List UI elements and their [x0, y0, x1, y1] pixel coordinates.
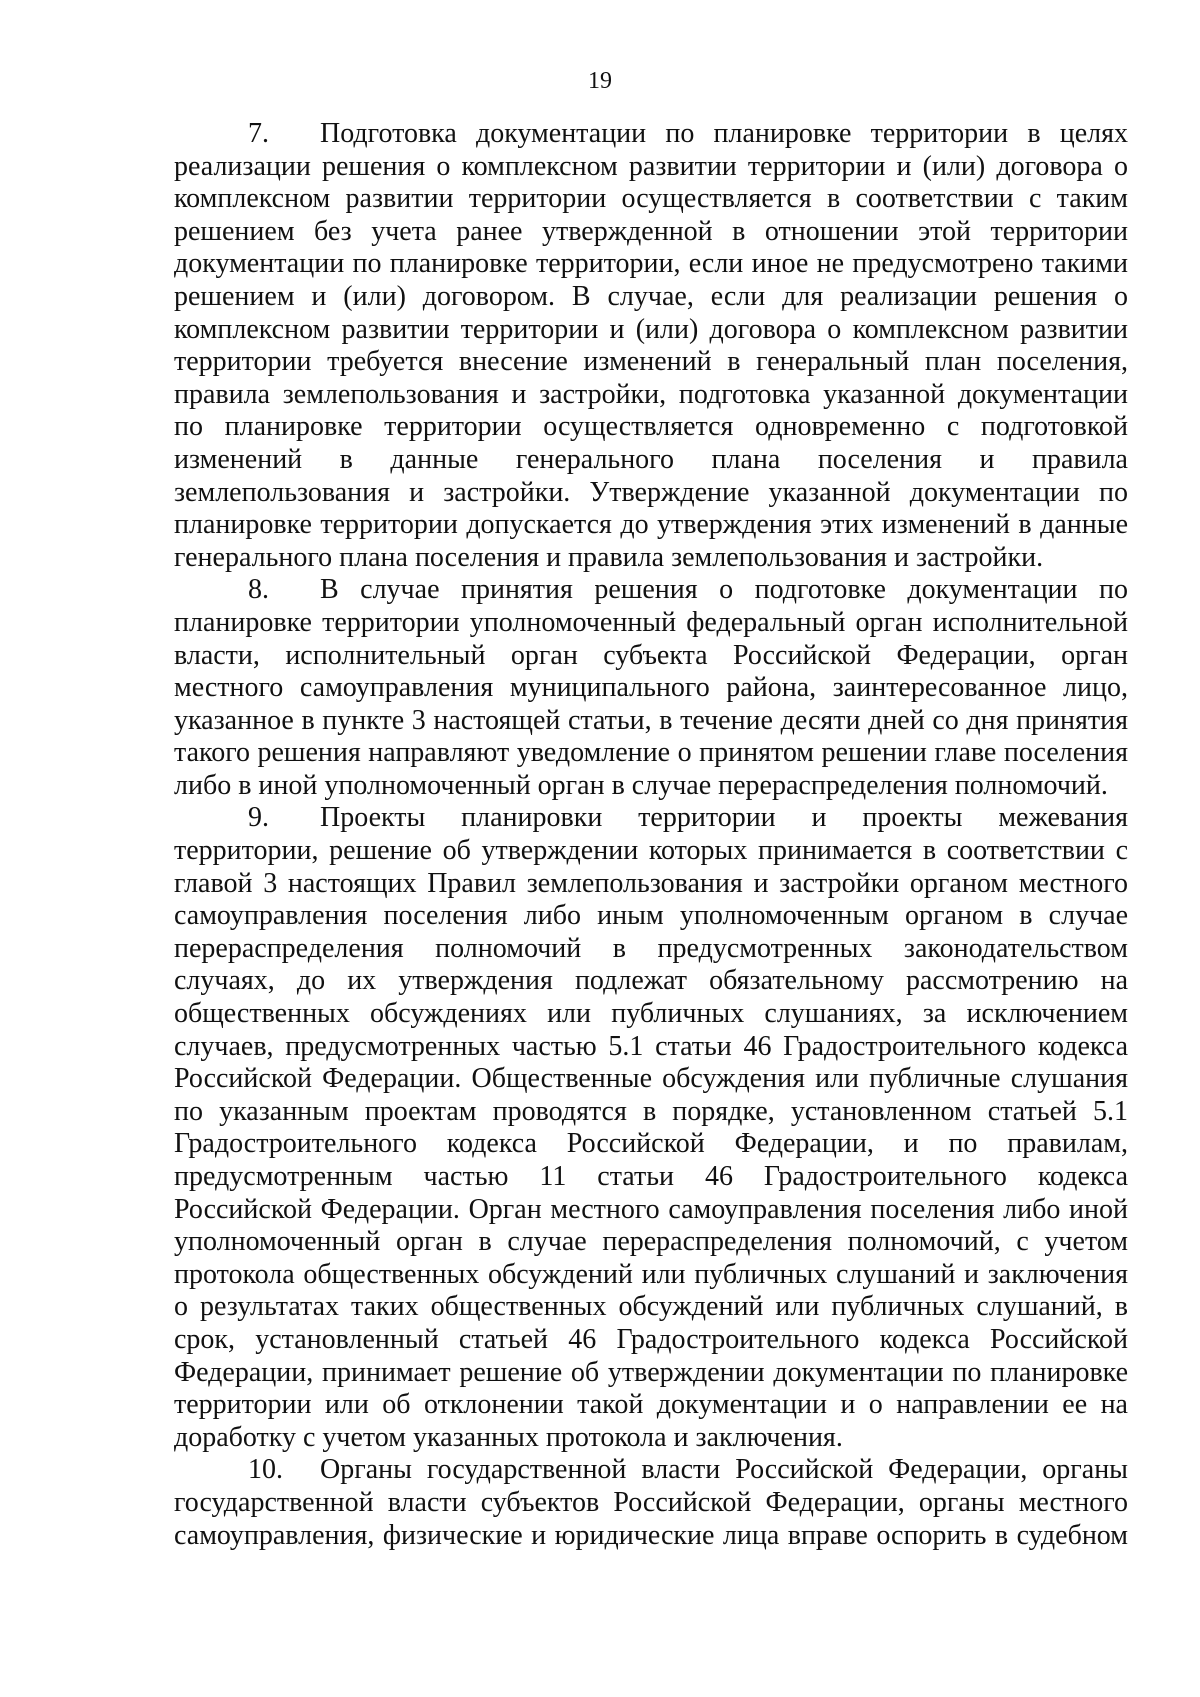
paragraph-text: Подготовка документации по планировке территории в целях реализации решения о комплексном развитии территории и (или) договора о комплексном развитии территории осуществляется в соответствии с таким решением без учета ранее утвержденной в отношении этой территории документации по планировке территории, если иное не предусмотрено такими решением и (или) договором. В случае, если для реализации решения о комплексном развитии территории и (или) договора о комплексном развитии территории требуется внесение изменений в генеральный план поселения, правила землепользования и застройки, подготовка указанной документации по планировке территории осуществляется одновременно с подготовкой изменений в данные генерального плана поселения и правила землепользования и застройки. Утверждение указанной документации по планировке территории допускается до утверждения этих изменений в данные генерального плана поселения и правила землепользования и застройки. [174, 118, 1128, 573]
paragraph-text: В случае принятия решения о подготовке документации по планировке территории уполномоченный федеральный орган исполнительной власти, исполнительный орган субъекта Российской Федерации, орган местного самоуправления муниципального района, заинтересованное лицо, указанное в пункте 3 настоящей статьи, в течение десяти дней со дня принятия такого решения направляют уведомление о принятом решении главе поселения либо в иной уполномоченный орган в случае перераспределения полномочий. [174, 574, 1128, 801]
paragraph-10 [174, 1454, 1128, 1552]
page-number: 19 [588, 68, 612, 94]
paragraph-number: 8. [248, 574, 269, 606]
document-body [174, 118, 1128, 1552]
paragraph-8 [174, 574, 1128, 802]
paragraph-number: 10. [248, 1454, 283, 1486]
paragraph-9 [174, 802, 1128, 1454]
paragraph-7 [174, 118, 1128, 574]
paragraph-text: Проекты планировки территории и проекты межевания территории, решение об утверждении которых принимается в соответствии с главой 3 настоящих Правил землепользования и застройки органом местного самоуправления поселения либо иным уполномоченным органом в случае перераспределения полномочий в предусмотренных законодательством случаях, до их утверждения подлежат обязательному рассмотрению на общественных обсуждениях или публичных слушаниях, за исключением случаев, предусмотренных частью 5.1 статьи 46 Градостроительного кодекса Российской Федерации. Общественные обсуждения или публичные слушания по указанным проектам проводятся в порядке, установленном статьей 5.1 Градостроительного кодекса Российской Федерации, и по правилам, предусмотренным частью 11 статьи 46 Градостроительного кодекса Российской Федерации. Орган местного самоуправления поселения либо иной уполномоченный орган в случае перераспределения полномочий, с учетом протокола общественных обсуждений или публичных слушаний и заключения о результатах таких общественных обсуждений или публичных слушаний, в срок, установленный статьей 46 Градостроительного кодекса Российской Федерации, принимает решение об утверждении документации по планировке территории или об отклонении такой документации и о направлении ее на доработку с учетом указанных протокола и заключения. [174, 802, 1128, 1453]
paragraph-number: 9. [248, 802, 269, 834]
paragraph-number: 7. [248, 118, 269, 149]
paragraph-text: Органы государственной власти Российской Федерации, органы государственной власти субъектов Российской Федерации, органы местного самоуправления, физические и юридические лица вправе оспорить в судебном [174, 1454, 1128, 1551]
